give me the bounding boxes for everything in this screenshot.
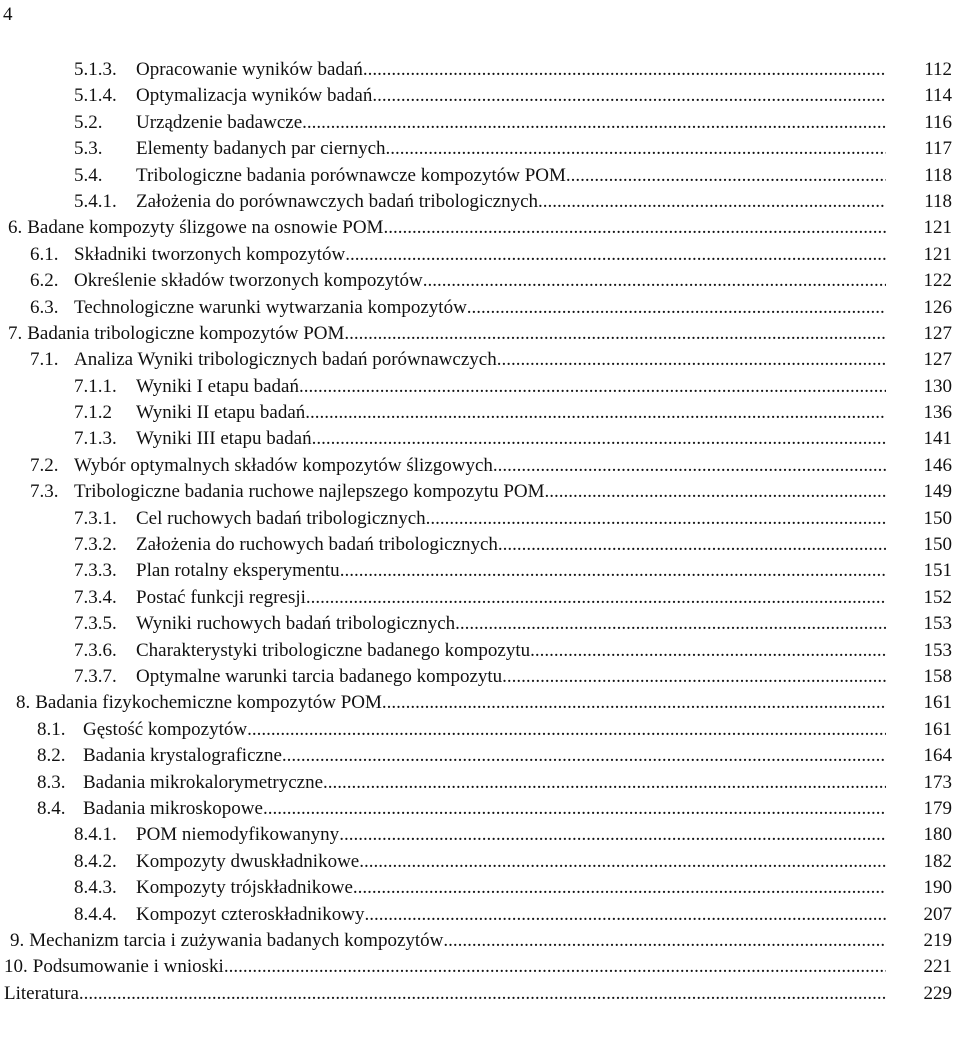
toc-dot-leader bbox=[443, 928, 886, 954]
toc-dot-leader bbox=[323, 770, 886, 796]
toc-section-number: 6.2. bbox=[30, 270, 59, 292]
toc-section-title: Optymalne warunki tarcia badanego kompozytu bbox=[136, 665, 503, 687]
toc-page-number: 117 bbox=[924, 138, 952, 160]
toc-section-number: 8.4. bbox=[37, 797, 66, 819]
toc-entry-text bbox=[37, 796, 886, 822]
toc-entry bbox=[0, 796, 960, 822]
toc-section-title: Technologiczne warunki wytwarzania kompozytów bbox=[74, 296, 467, 318]
toc-page-number: 130 bbox=[923, 375, 952, 397]
toc-dot-leader bbox=[353, 875, 886, 901]
toc-dot-leader bbox=[344, 321, 886, 347]
toc-page-number: 179 bbox=[923, 797, 952, 819]
toc-entry bbox=[0, 479, 960, 505]
toc-section-number: 8.4.4. bbox=[74, 903, 117, 925]
toc-entry bbox=[0, 506, 960, 532]
toc-section-title: Gęstość kompozytów bbox=[83, 718, 248, 740]
toc-section-number: 6. bbox=[8, 217, 23, 239]
toc-entry-text bbox=[74, 822, 886, 848]
toc-entry-text bbox=[74, 638, 886, 664]
toc-entry bbox=[0, 743, 960, 769]
toc-section-number: 8.4.2. bbox=[74, 850, 117, 872]
toc-dot-leader bbox=[340, 558, 886, 584]
toc-page-number: 114 bbox=[924, 85, 952, 107]
toc-section-number: 7.3. bbox=[30, 481, 59, 503]
toc-dot-leader bbox=[467, 295, 886, 321]
toc-section-title: Postać funkcji regresji bbox=[136, 586, 306, 608]
toc-dot-leader bbox=[312, 426, 886, 452]
toc-page-number: 150 bbox=[923, 534, 952, 556]
toc-section-title: Badania mikroskopowe bbox=[83, 797, 263, 819]
toc-entry-text bbox=[8, 321, 886, 347]
toc-section-title: Podsumowanie i wnioski bbox=[32, 956, 224, 978]
toc-dot-leader bbox=[543, 189, 886, 215]
toc-section-number: 5.4. bbox=[74, 164, 103, 186]
toc-section-number: 10. bbox=[4, 956, 28, 978]
toc-section-title: Założenia do ruchowych badań tribologicznych bbox=[136, 534, 498, 556]
toc-entry-text bbox=[10, 928, 886, 954]
toc-dot-leader bbox=[363, 57, 886, 83]
toc-entry bbox=[0, 717, 960, 743]
toc-entry-text bbox=[74, 374, 886, 400]
toc-page-number: 151 bbox=[923, 560, 952, 582]
toc-section-number: 8. bbox=[16, 692, 31, 714]
toc-entry bbox=[0, 136, 960, 162]
toc-page-number: 122 bbox=[923, 270, 952, 292]
toc-section-title: Wyniki ruchowych badań tribologicznych bbox=[136, 613, 456, 635]
toc-entry-text bbox=[16, 690, 886, 716]
toc-entry bbox=[0, 400, 960, 426]
toc-entry bbox=[0, 928, 960, 954]
toc-section-title: Badane kompozyty ślizgowe na osnowie POM bbox=[27, 217, 384, 239]
toc-entry-text bbox=[8, 215, 886, 241]
toc-dot-leader bbox=[224, 954, 886, 980]
toc-dot-leader bbox=[263, 796, 886, 822]
toc-entry bbox=[0, 954, 960, 980]
toc-entry-text bbox=[74, 558, 886, 584]
page-number: 4 bbox=[3, 4, 13, 25]
toc-entry-text bbox=[37, 717, 886, 743]
toc-dot-leader bbox=[299, 374, 886, 400]
toc-entry bbox=[0, 110, 960, 136]
table-of-contents bbox=[0, 57, 960, 1007]
toc-dot-leader bbox=[545, 479, 886, 505]
toc-section-number: 5.3. bbox=[74, 138, 103, 160]
toc-section-number: 5.1.4. bbox=[74, 85, 117, 107]
toc-entry bbox=[0, 347, 960, 373]
toc-section-title: Tribologiczne badania porównawcze kompozytów POM bbox=[136, 164, 566, 186]
toc-page-number: 149 bbox=[923, 481, 952, 503]
toc-page-number: 112 bbox=[924, 59, 952, 80]
toc-page-number: 127 bbox=[923, 349, 952, 371]
toc-entry bbox=[0, 875, 960, 901]
toc-section-title: Określenie składów tworzonych kompozytów bbox=[74, 270, 423, 292]
toc-entry bbox=[0, 585, 960, 611]
toc-section-title: Tribologiczne badania ruchowe najlepszego kompozytu POM bbox=[74, 481, 545, 503]
toc-dot-leader bbox=[79, 981, 886, 1007]
toc-section-title: Cel ruchowych badań tribologicznych bbox=[136, 507, 426, 529]
toc-page-number: 180 bbox=[923, 824, 952, 846]
toc-dot-leader bbox=[530, 638, 886, 664]
toc-section-title: Wyniki III etapu badań bbox=[136, 428, 312, 450]
toc-section-title: Badania krystalograficzne bbox=[83, 745, 282, 767]
toc-section-title: Urządzenie badawcze bbox=[136, 111, 303, 133]
toc-dot-leader bbox=[305, 400, 886, 426]
toc-dot-leader bbox=[359, 849, 886, 875]
toc-page-number: 158 bbox=[923, 665, 952, 687]
toc-page-number: 121 bbox=[923, 243, 952, 265]
toc-entry-text bbox=[74, 400, 886, 426]
toc-page-number: 153 bbox=[923, 639, 952, 661]
toc-page-number: 221 bbox=[923, 956, 952, 978]
toc-entry bbox=[0, 902, 960, 928]
toc-page-number: 161 bbox=[923, 692, 952, 714]
toc-dot-leader bbox=[302, 110, 886, 136]
toc-section-number: 6.1. bbox=[30, 243, 59, 265]
toc-page-number: 219 bbox=[923, 929, 952, 951]
toc-entry-text bbox=[4, 954, 886, 980]
toc-section-number: 7.3.7. bbox=[74, 665, 117, 687]
toc-page-number: 173 bbox=[923, 771, 952, 793]
toc-entry bbox=[0, 849, 960, 875]
toc-section-title: Badania tribologiczne kompozytów POM bbox=[27, 322, 345, 344]
toc-entry-text bbox=[74, 902, 886, 928]
toc-entry-text bbox=[74, 585, 886, 611]
toc-section-title: Kompozyty trójskładnikowe bbox=[136, 877, 353, 899]
toc-dot-leader bbox=[502, 664, 886, 690]
toc-section-number: 7.1.3. bbox=[74, 428, 117, 450]
toc-section-number: 7.3.6. bbox=[74, 639, 117, 661]
toc-entry bbox=[0, 268, 960, 294]
toc-entry-text bbox=[37, 770, 886, 796]
toc-section-title: Mechanizm tarcia i zużywania badanych kompozytów bbox=[29, 929, 444, 951]
toc-section-number: 8.4.3. bbox=[74, 877, 117, 899]
toc-section-title: Charakterystyki tribologiczne badanego kompozytu bbox=[136, 639, 531, 661]
toc-page-number: 152 bbox=[923, 586, 952, 608]
toc-section-number: 7.1.1. bbox=[74, 375, 117, 397]
toc-entry-text bbox=[74, 532, 886, 558]
toc-page-number: 126 bbox=[923, 296, 952, 318]
toc-entry-text bbox=[74, 163, 886, 189]
toc-page-number: 141 bbox=[923, 428, 952, 450]
toc-entry bbox=[0, 189, 960, 215]
toc-section-title: Badania mikrokalorymetryczne bbox=[83, 771, 324, 793]
toc-section-title: Wybór optymalnych składów kompozytów ślizgowych bbox=[74, 454, 493, 476]
toc-section-title: Kompozyt czteroskładnikowy bbox=[136, 903, 365, 925]
toc-entry-text bbox=[30, 453, 886, 479]
toc-section-title: Kompozyty dwuskładnikowe bbox=[136, 850, 360, 872]
toc-page-number: 118 bbox=[924, 164, 952, 186]
toc-entry bbox=[0, 83, 960, 109]
toc-section-title: Składniki tworzonych kompozytów bbox=[74, 243, 346, 265]
toc-section-title: Elementy badanych par ciernych bbox=[136, 138, 386, 160]
toc-section-number: 7.1.2 bbox=[74, 402, 112, 424]
toc-dot-leader bbox=[382, 690, 886, 716]
toc-entry-text bbox=[74, 875, 886, 901]
toc-entry-text bbox=[74, 189, 886, 215]
toc-section-number: 7.3.3. bbox=[74, 560, 117, 582]
toc-entry-text bbox=[30, 479, 886, 505]
toc-dot-leader bbox=[493, 453, 886, 479]
toc-dot-leader bbox=[423, 268, 886, 294]
toc-entry bbox=[0, 532, 960, 558]
toc-section-title: Wyniki II etapu badań bbox=[136, 402, 306, 424]
toc-page-number: 146 bbox=[923, 454, 952, 476]
toc-entry-text bbox=[74, 426, 886, 452]
toc-page-number: 116 bbox=[924, 111, 952, 133]
toc-section-number: 7.3.4. bbox=[74, 586, 117, 608]
toc-entry-text bbox=[30, 295, 886, 321]
toc-page-number: 121 bbox=[923, 217, 952, 239]
toc-page-number: 153 bbox=[923, 613, 952, 635]
toc-section-number: 8.4.1. bbox=[74, 824, 117, 846]
toc-dot-leader bbox=[383, 215, 886, 241]
toc-page-number: 150 bbox=[923, 507, 952, 529]
toc-entry-text bbox=[74, 136, 886, 162]
toc-entry bbox=[0, 770, 960, 796]
toc-dot-leader bbox=[455, 611, 886, 637]
toc-dot-leader bbox=[386, 136, 886, 162]
toc-dot-leader bbox=[372, 83, 886, 109]
toc-dot-leader bbox=[247, 717, 886, 743]
toc-entry bbox=[0, 558, 960, 584]
toc-section-title: Analiza Wyniki tribologicznych badań porównawczych bbox=[74, 349, 497, 371]
toc-section-number: 7.1. bbox=[30, 349, 59, 371]
toc-entry-text bbox=[74, 83, 886, 109]
toc-entry-text bbox=[74, 849, 886, 875]
toc-entry bbox=[0, 321, 960, 347]
toc-section-title: POM niemodyfikowanyny bbox=[136, 824, 340, 846]
toc-entry-text bbox=[30, 268, 886, 294]
toc-dot-leader bbox=[364, 902, 886, 928]
toc-page-number: 190 bbox=[923, 877, 952, 899]
toc-section-number: 5.1.3. bbox=[74, 59, 117, 80]
toc-page-number: 207 bbox=[923, 903, 952, 925]
toc-section-title: Optymalizacja wyników badań bbox=[136, 85, 373, 107]
toc-dot-leader bbox=[498, 532, 886, 558]
toc-entry bbox=[0, 638, 960, 664]
toc-entry bbox=[0, 426, 960, 452]
toc-page-number: 118 bbox=[924, 190, 952, 212]
toc-dot-leader bbox=[282, 743, 886, 769]
toc-entry bbox=[0, 611, 960, 637]
toc-entry bbox=[0, 981, 960, 1007]
toc-section-number: 6.3. bbox=[30, 296, 59, 318]
toc-entry bbox=[0, 57, 960, 83]
toc-entry-text bbox=[30, 347, 886, 373]
toc-entry bbox=[0, 295, 960, 321]
toc-entry bbox=[0, 822, 960, 848]
toc-entry bbox=[0, 690, 960, 716]
toc-page-number: 164 bbox=[923, 745, 952, 767]
toc-entry-text bbox=[4, 981, 886, 1007]
toc-section-number: 7.2. bbox=[30, 454, 59, 476]
toc-section-number: 7.3.1. bbox=[74, 507, 117, 529]
toc-section-title: Literatura bbox=[4, 982, 79, 1004]
toc-entry-text bbox=[30, 242, 886, 268]
toc-dot-leader bbox=[345, 242, 886, 268]
toc-section-number: 8.3. bbox=[37, 771, 66, 793]
toc-entry bbox=[0, 242, 960, 268]
toc-section-number: 5.2. bbox=[74, 111, 103, 133]
toc-entry-text bbox=[74, 57, 886, 83]
toc-entry bbox=[0, 163, 960, 189]
toc-page-number: 136 bbox=[923, 402, 952, 424]
toc-entry bbox=[0, 374, 960, 400]
toc-dot-leader bbox=[566, 163, 886, 189]
toc-section-number: 7.3.5. bbox=[74, 613, 117, 635]
toc-section-title: Plan rotalny eksperymentu bbox=[136, 560, 340, 582]
toc-page-number: 229 bbox=[923, 982, 952, 1004]
toc-entry-text bbox=[74, 611, 886, 637]
toc-section-number: 7.3.2. bbox=[74, 534, 117, 556]
toc-dot-leader bbox=[339, 822, 886, 848]
toc-section-title: Opracowanie wyników badań bbox=[136, 59, 363, 80]
toc-entry-text bbox=[74, 110, 886, 136]
toc-section-number: 9. bbox=[10, 929, 25, 951]
toc-dot-leader bbox=[306, 585, 886, 611]
toc-entry-text bbox=[37, 743, 886, 769]
toc-dot-leader bbox=[497, 347, 886, 373]
toc-page-number: 127 bbox=[923, 322, 952, 344]
toc-page-number: 161 bbox=[923, 718, 952, 740]
toc-section-number: 5.4.1. bbox=[74, 190, 117, 212]
toc-dot-leader bbox=[426, 506, 886, 532]
toc-page-number: 182 bbox=[923, 850, 952, 872]
toc-section-title: Założenia do porównawczych badań tribologicznych. bbox=[136, 190, 543, 212]
toc-section-number: 7. bbox=[8, 322, 23, 344]
toc-entry bbox=[0, 215, 960, 241]
toc-section-title: Wyniki I etapu badań bbox=[136, 375, 299, 397]
toc-section-number: 8.1. bbox=[37, 718, 66, 740]
toc-section-title: Badania fizykochemiczne kompozytów POM bbox=[35, 692, 382, 714]
toc-entry-text bbox=[74, 506, 886, 532]
toc-entry bbox=[0, 453, 960, 479]
toc-entry-text bbox=[74, 664, 886, 690]
toc-entry bbox=[0, 664, 960, 690]
toc-section-number: 8.2. bbox=[37, 745, 66, 767]
